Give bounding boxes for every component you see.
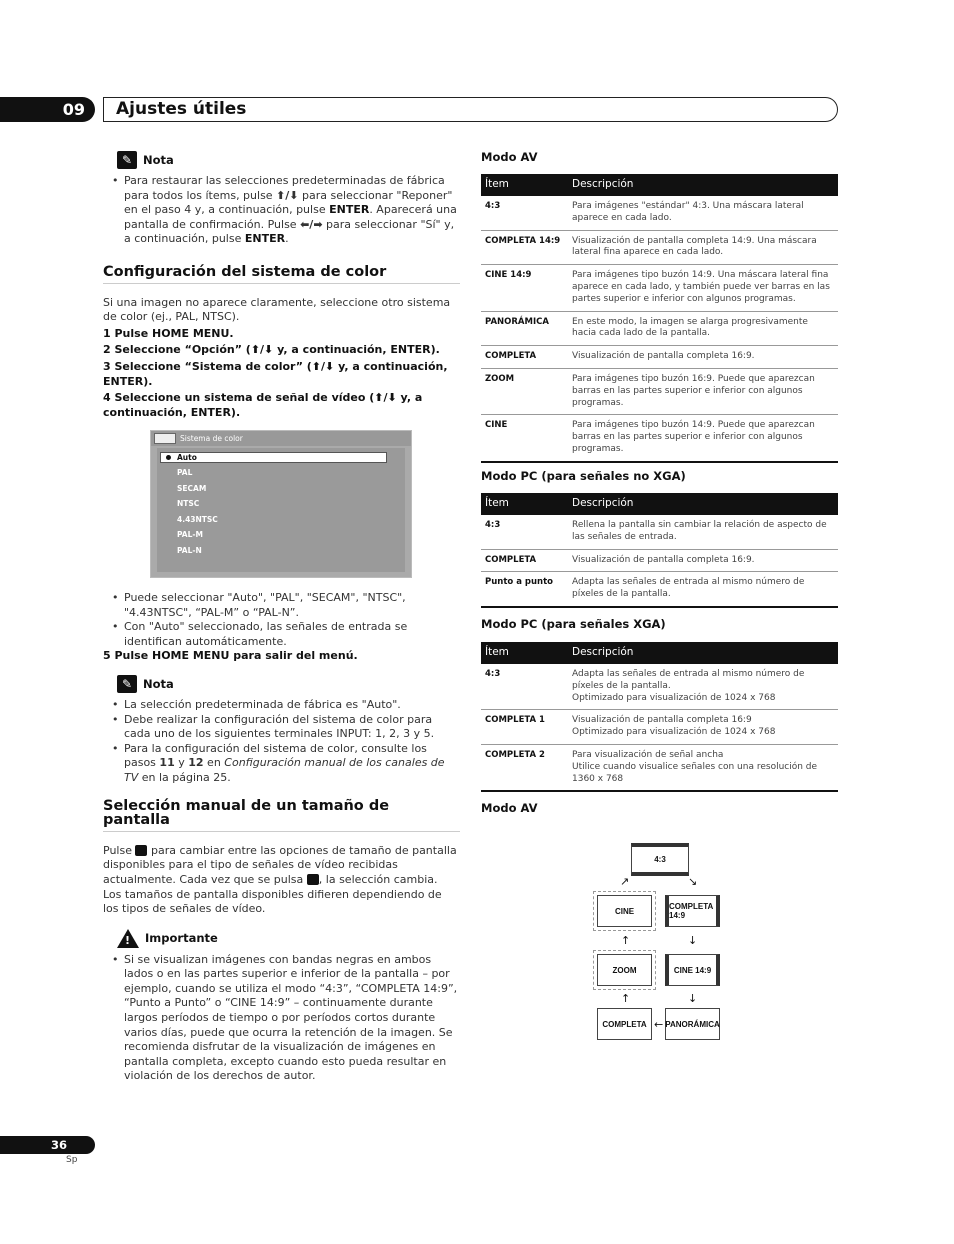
important-header: ! Importante (117, 929, 460, 949)
table-row (481, 346, 838, 369)
chapter-title: Ajustes útiles (116, 99, 247, 119)
table-row (481, 311, 838, 346)
table-header-row (481, 493, 838, 515)
description-cell: Adapta las señales de entrada al mismo número de píxeles de la pantalla. Optimizado para visualización de 1024 x 768 (568, 664, 838, 710)
left-column-lower (103, 591, 460, 1084)
up-down-arrow-icon: ⬆/⬇ (311, 359, 335, 373)
color-intro: Si una imagen no aparece claramente, seleccione otro sistema de color (ej., PAL, NTSC). (103, 295, 451, 324)
table-row (481, 744, 838, 791)
column-header: Descripción (568, 174, 838, 196)
item-cell: CINE 14:9 (481, 265, 568, 311)
note-header: ✎ Nota (117, 150, 460, 170)
description-cell: Para imágenes tipo buzón 14:9. Puede que aparezcan barras en las partes superior e inferior con algunos programas. (568, 415, 838, 462)
chapter-number: 09 (0, 97, 95, 122)
left-right-arrow-icon: ⬅/➡ (300, 217, 323, 231)
chapter-title-bar (103, 97, 838, 122)
menu-header: Sistema de color (151, 431, 411, 446)
xga-mode-table (481, 642, 838, 792)
mode-box-4-3: 4:3 (631, 843, 689, 876)
up-down-arrow-icon: ⬆/⬇ (250, 343, 274, 357)
item-cell: CINE (481, 415, 568, 462)
left-column (103, 150, 460, 420)
menu-option[interactable]: PAL (177, 468, 193, 477)
mode-box-completa: COMPLETA (597, 1008, 652, 1040)
description-cell: Visualización de pantalla completa 16:9. (568, 346, 838, 369)
mode-box-zoom: ZOOM (597, 954, 652, 986)
mode-box-panoramica: PANORÁMICA (665, 1008, 720, 1040)
page-number: 36 (0, 1136, 95, 1154)
mode-box-cine: CINE (597, 895, 652, 927)
description-cell: Visualización de pantalla completa 16:9. (568, 549, 838, 572)
av-diagram-heading: Modo AV (481, 801, 538, 815)
table-row (481, 549, 838, 572)
step-4: 4 Seleccione un sistema de señal de vídeo (⬆/⬇ y, a continuación, ENTER). (103, 391, 423, 419)
item-cell: COMPLETA (481, 549, 568, 572)
item-cell: 4:3 (481, 664, 568, 710)
item-cell: PANORÁMICA (481, 311, 568, 346)
arrow-down-right-icon: ↘ (688, 875, 698, 888)
arrow-up-icon: ↑ (621, 934, 631, 947)
step-3: 3 Seleccione “Sistema de color” (⬆/⬇ y, a continuación, ENTER). (103, 359, 448, 388)
description-cell: Para visualización de señal ancha Utilice cuando visualice señales con una resolución de 1360 x 768 (568, 744, 838, 791)
item-cell: COMPLETA 14:9 (481, 230, 568, 265)
av-mode-table (481, 174, 838, 463)
item-cell: COMPLETA (481, 346, 568, 369)
menu-option[interactable]: NTSC (177, 499, 200, 508)
item-cell: COMPLETA 1 (481, 710, 568, 745)
important-list: • Si se visualizan imágenes con bandas negras en ambos lados o en las partes superior e inferior de la pantalla – por ejemplo, cuando se utiliza el modo “4:3”, “COMPLETA 14:9”, “Punto a Punto” o “CINE 14:9” – continuamente durante largos períodos de tiempo o por períodos cortos durante varios días, puede que ocurra la retención de la imagen. Se recomienda disfrutar de la visualización de imágenes en pantalla completa, excepto cuando esto pueda resultar en violación de los derechos de autor. (103, 953, 460, 1084)
table-row (481, 572, 838, 607)
table-row (481, 415, 838, 462)
description-cell: En este modo, la imagen se alarga progresivamente hacia cada lado de la pantalla. (568, 311, 838, 346)
size-paragraph-2: Los tamaños de pantalla disponibles difieren dependiendo de los tipos de señales de vídeo. (103, 887, 442, 916)
arrow-down-icon: ↓ (688, 934, 698, 947)
table-row (481, 230, 838, 265)
step-5: 5 Pulse HOME MENU para salir del menú. (103, 649, 358, 663)
pencil-note-icon: ✎ (117, 675, 137, 693)
description-cell: Para imágenes tipo buzón 16:9. Puede que aparezcan barras en las partes superior e inferior con algunos programas. (568, 368, 838, 414)
step-2: 2 Seleccione “Opción” (⬆/⬇ y, a continuación, ENTER). (103, 343, 440, 357)
pc-mode-heading: Modo PC (para señales no XGA) (481, 469, 686, 483)
description-cell: Para imágenes "estándar" 4:3. Una máscara lateral aparece en cada lado. (568, 196, 838, 230)
description-cell: Para imágenes tipo buzón 14:9. Una máscara lateral fina aparece en cada lado, y también puede ver barras en las partes superior e inferior con algunos programas. (568, 265, 838, 311)
step-1: 1 Pulse HOME MENU. (103, 326, 234, 340)
table-row (481, 515, 838, 549)
column-header: Descripción (568, 493, 838, 515)
color-bullets: • Puede seleccionar "Auto", "PAL", "SECAM", "NTSC", "4.43NTSC", “PAL-M” o “PAL-N”. • Con "Auto" seleccionado, las señales de entrada se identifican automáticamente. (103, 591, 460, 649)
description-cell: Visualización de pantalla completa 14:9. Una máscara lateral fina aparece en cada lado. (568, 230, 838, 265)
color-system-menu-screen (150, 430, 412, 578)
table-row (481, 196, 838, 230)
menu-option-selected[interactable]: Auto (160, 452, 387, 463)
menu-body (157, 448, 405, 572)
size-section-title: Selección manual de un tamaño de pantalla (103, 799, 460, 832)
column-header: Ítem (481, 174, 568, 196)
color-section-title: Configuración del sistema de color (103, 265, 460, 284)
pencil-note-icon: ✎ (117, 151, 137, 169)
description-cell: Visualización de pantalla completa 16:9 Optimizado para visualización de 1024 x 768 (568, 710, 838, 745)
mode-box-completa-14-9: COMPLETA 14:9 (665, 895, 720, 927)
item-cell: 4:3 (481, 196, 568, 230)
item-cell: ZOOM (481, 368, 568, 414)
column-header: Descripción (568, 642, 838, 664)
note-header: ✎ Nota (117, 674, 460, 694)
size-paragraph: Pulse para cambiar entre las opciones de tamaño de pantalla disponibles para el tipo de señales de vídeo recibidas actualmente. Cada vez que se pulsa , la selección cambia. (103, 843, 457, 886)
note-list: • La selección predeterminada de fábrica es "Auto". • Debe realizar la configuración del sistema de color para cada uno de los siguientes terminales INPUT: 1, 2, 3 y 5. • Para la configuración del sistema de color, consulte los pasos 11 y 12 en Configuración manual de los canales de TV en la página 25. (103, 698, 460, 786)
description-cell: Rellena la pantalla sin cambiar la relación de aspecto de las señales de entrada. (568, 515, 838, 549)
table-row (481, 664, 838, 710)
item-cell: COMPLETA 2 (481, 744, 568, 791)
selected-dot-icon (166, 455, 171, 460)
av-mode-heading: Modo AV (481, 150, 538, 164)
menu-option[interactable]: SECAM (177, 484, 207, 493)
screen-size-button-icon (307, 874, 319, 885)
arrow-up-right-icon: ↗ (620, 875, 630, 888)
screen-size-button-icon (135, 845, 147, 856)
up-down-arrow-icon: ⬆/⬇ (374, 391, 397, 405)
column-header: Ítem (481, 642, 568, 664)
table-header-row (481, 642, 838, 664)
note-item: • Para restaurar las selecciones predeterminadas de fábrica para todos los ítems, pulse ⬆/⬇ para seleccionar "Reponer" en el paso 4 y, a continuación, pulse ENTER. Aparecerá una pantalla de confirmación. Pulse ⬅/➡ para seleccionar "Sí" y, a continuación, pulse ENTER. (124, 174, 460, 247)
menu-option[interactable]: PAL-N (177, 546, 202, 555)
menu-tv-icon (154, 433, 176, 444)
xga-mode-heading: Modo PC (para señales XGA) (481, 617, 666, 631)
menu-option[interactable]: 4.43NTSC (177, 515, 218, 524)
table-row (481, 710, 838, 745)
language-code: Sp (66, 1155, 78, 1165)
pc-mode-table (481, 493, 838, 608)
item-cell: 4:3 (481, 515, 568, 549)
menu-option[interactable]: PAL-M (177, 530, 203, 539)
description-cell: Adapta las señales de entrada al mismo número de píxeles de la pantalla. (568, 572, 838, 607)
item-cell: Punto a punto (481, 572, 568, 607)
arrow-down-icon: ↓ (688, 992, 698, 1005)
note-list (103, 174, 460, 247)
table-row (481, 265, 838, 311)
warning-icon: ! (117, 929, 139, 948)
arrow-up-icon: ↑ (621, 992, 631, 1005)
table-header-row (481, 174, 838, 196)
table-row (481, 368, 838, 414)
up-down-arrow-icon: ⬆/⬇ (276, 188, 299, 202)
column-header: Ítem (481, 493, 568, 515)
mode-box-cine-14-9: CINE 14:9 (665, 954, 720, 986)
arrow-left-icon: ← (654, 1018, 664, 1031)
